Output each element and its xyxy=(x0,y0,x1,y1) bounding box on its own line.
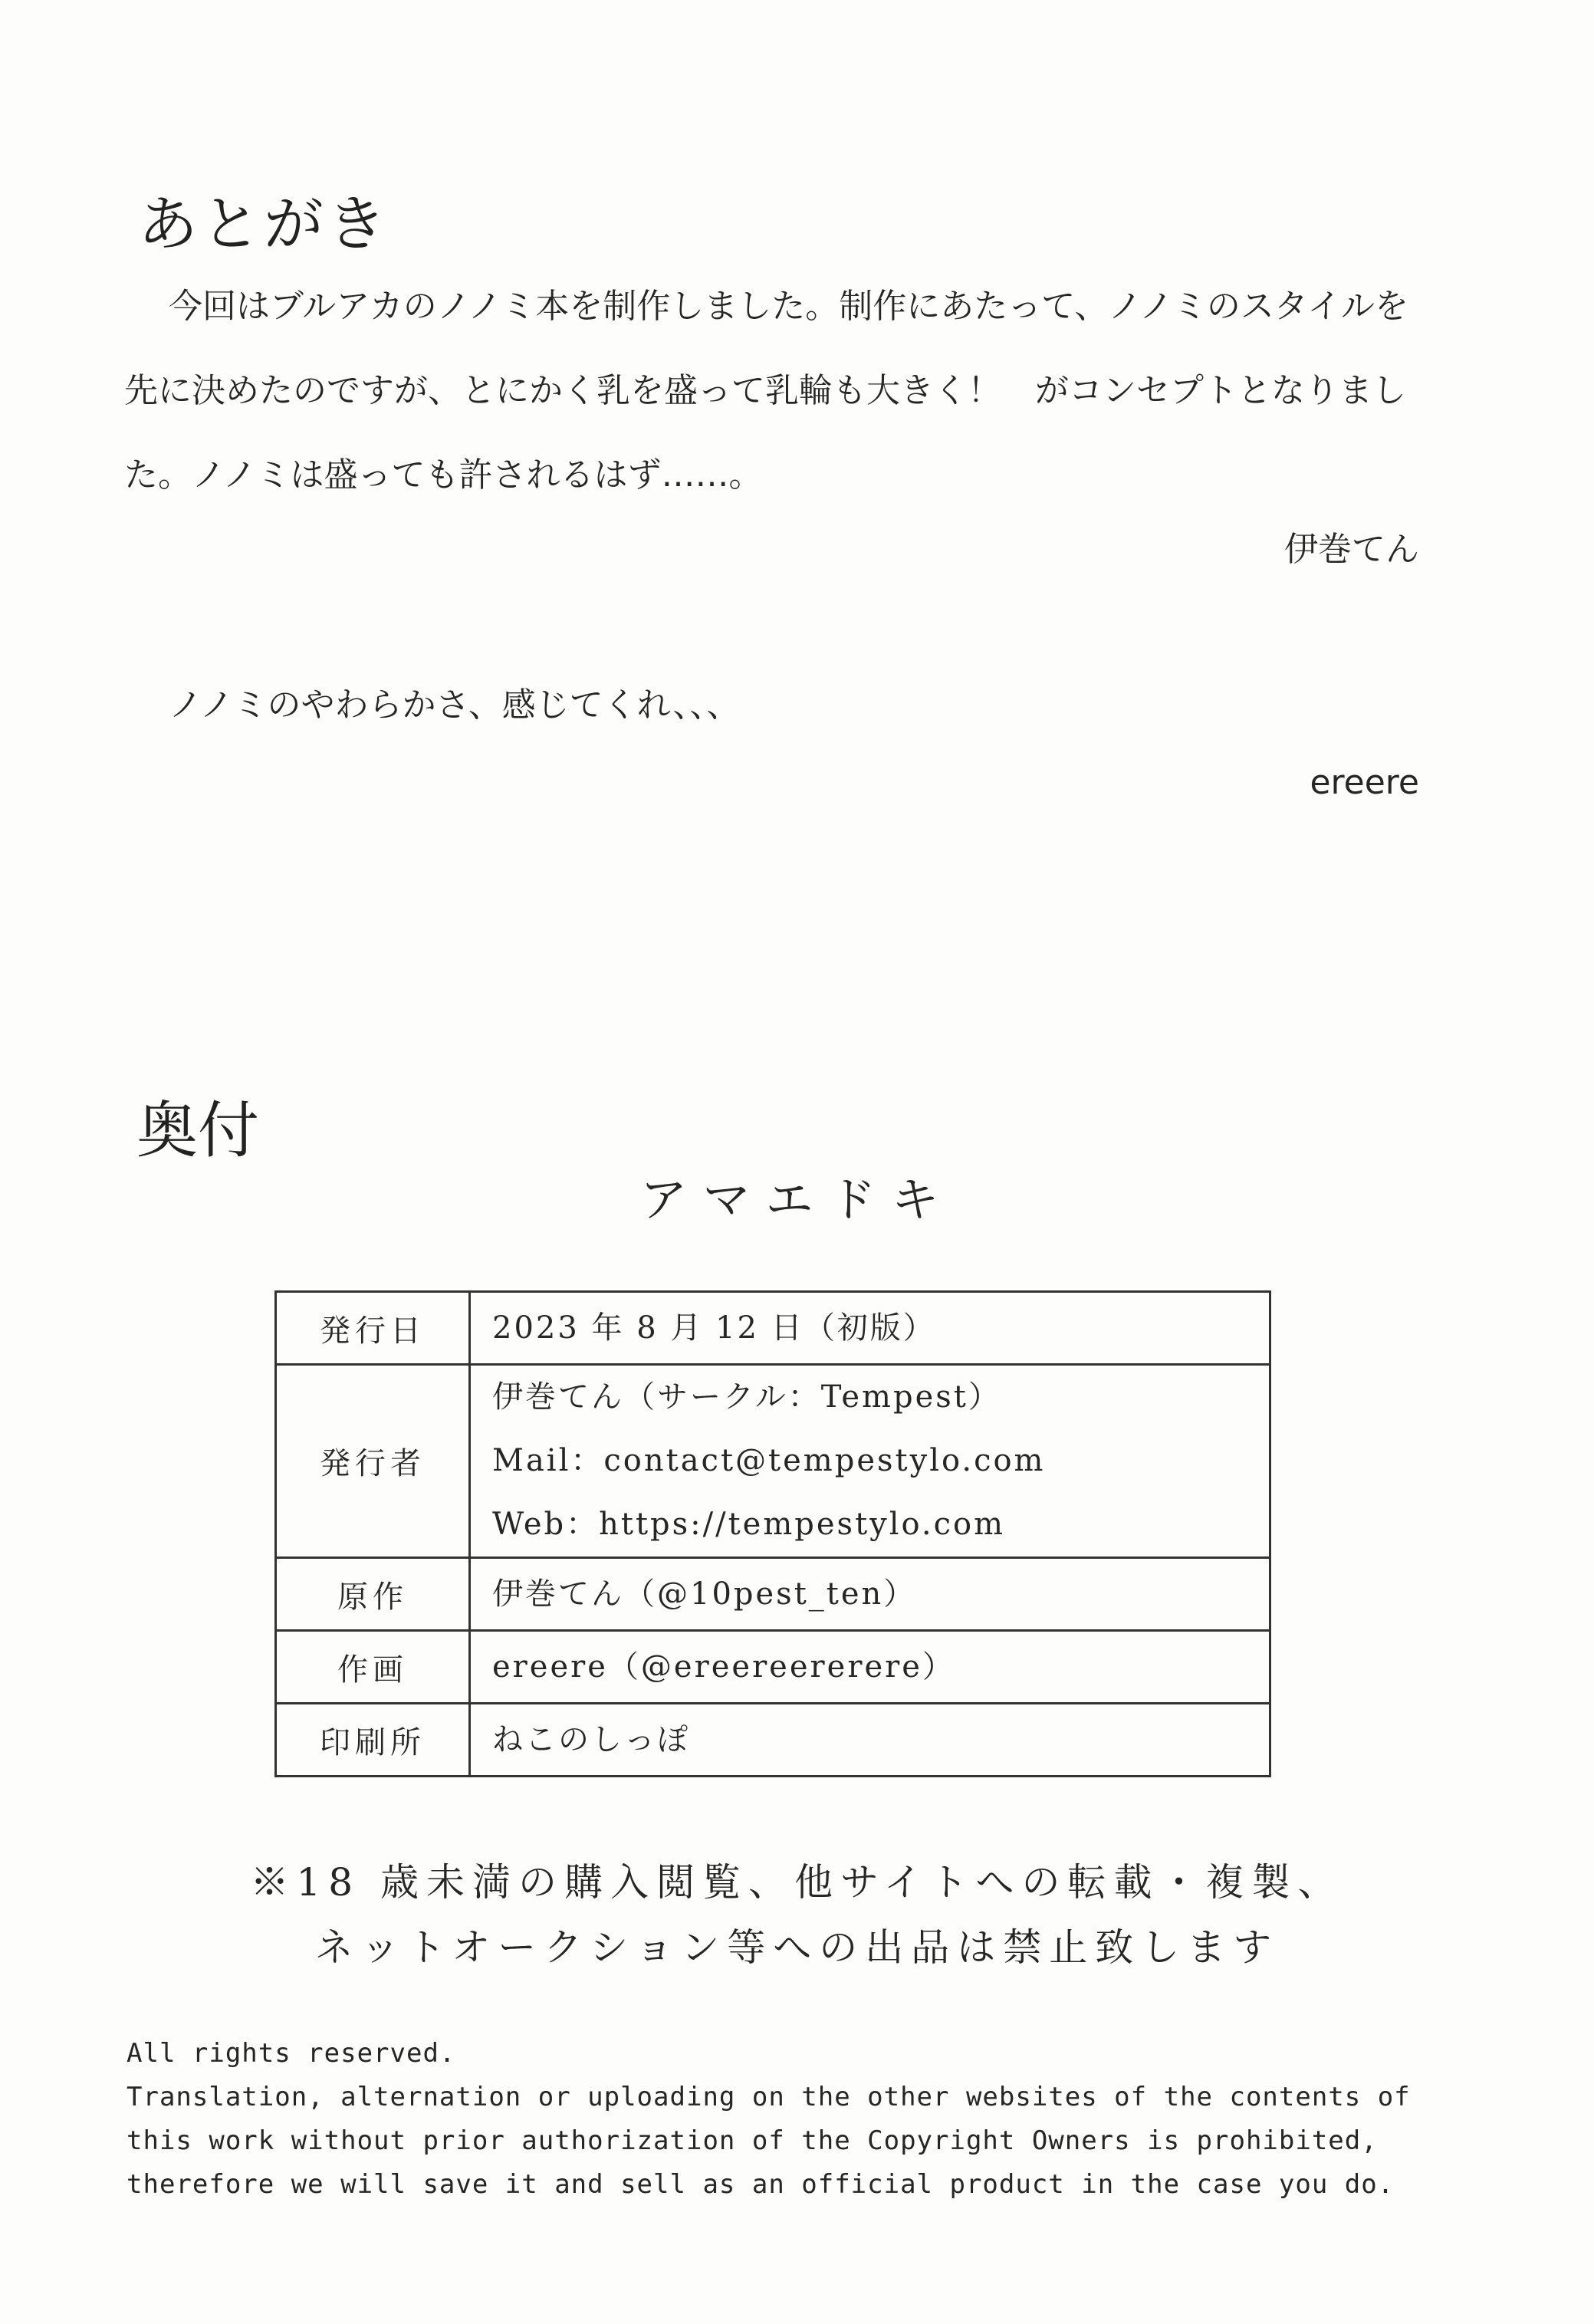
rights-line-1: All rights reserved. xyxy=(127,2038,456,2069)
row-label-original: 原作 xyxy=(276,1558,470,1631)
row-label-issue-date: 発行日 xyxy=(276,1292,470,1365)
afterword-signature-author: 伊巻てん xyxy=(1284,530,1419,569)
row-label-printer: 印刷所 xyxy=(276,1704,470,1777)
publisher-name: 伊巻てん（サークル：Tempest） xyxy=(492,1379,1001,1415)
rights-line-3: this work without prior authorization of the Copyright Owners is prohibited, xyxy=(127,2125,1378,2156)
printer-text: ねこのしっぽ xyxy=(492,1721,690,1757)
age-warning-line-1: ※18 歳未満の購入閲覧、他サイトへの転載・複製、 xyxy=(250,1860,1344,1905)
afterword-signature-artist: ereere xyxy=(1310,763,1419,802)
age-warning-line-2: ネットオークション等への出品は禁止致します xyxy=(314,1925,1280,1970)
row-value-printer xyxy=(470,1704,1270,1777)
row-value-artwork xyxy=(470,1631,1270,1704)
afterword-note: ノノミのやわらかさ、感じてくれ、、、 xyxy=(169,685,741,725)
row-value-publisher xyxy=(470,1365,1270,1558)
rights-line-4: therefore we will save it and sell as an official product in the case you do. xyxy=(127,2169,1395,2200)
book-title: アマエドキ xyxy=(639,1172,955,1228)
table-row xyxy=(276,1631,1270,1704)
row-label-artwork: 作画 xyxy=(276,1631,470,1704)
row-value-original xyxy=(470,1558,1270,1631)
issue-date-text: 2023 年 8 月 12 日（初版） xyxy=(492,1310,936,1346)
publisher-web: Web：https://tempestylo.com xyxy=(492,1507,1006,1542)
original-author-text: 伊巻てん（@10pest_ten） xyxy=(492,1576,917,1612)
table-row xyxy=(276,1558,1270,1631)
afterword-heading: あとがき xyxy=(138,190,390,259)
table-row xyxy=(276,1365,1270,1558)
rights-line-2: Translation, alternation or uploading on the other websites of the contents of xyxy=(127,2082,1411,2112)
row-label-publisher: 発行者 xyxy=(276,1365,470,1558)
row-value-issue-date xyxy=(470,1292,1270,1365)
rights-notice xyxy=(127,2032,1507,2207)
colophon-table xyxy=(274,1290,1271,1777)
table-row xyxy=(276,1292,1270,1365)
colophon-heading: 奥付 xyxy=(136,1095,259,1166)
publisher-mail: Mail：contact@tempestylo.com xyxy=(492,1443,1046,1478)
table-row xyxy=(276,1704,1270,1777)
artist-text: ereere（@ereereererere） xyxy=(492,1648,955,1685)
afterword-body: 今回はブルアカのノノミ本を制作しました。制作にあたって、ノノミのスタイルを先に決めたのですが、とにかく乳を盛って乳輪も大きく！ がコンセプトとなりました。ノノミは盛っても許されるはず……。 xyxy=(124,287,1408,495)
